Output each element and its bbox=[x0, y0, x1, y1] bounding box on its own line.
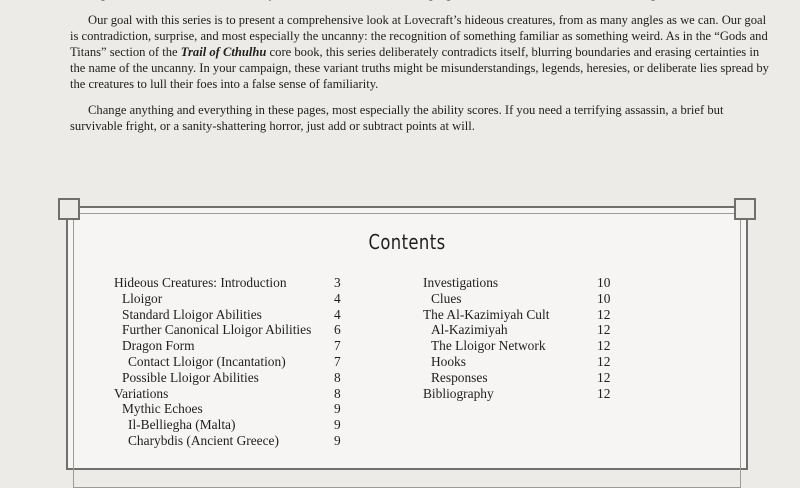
toc-left-column bbox=[114, 275, 354, 449]
toc-entry[interactable] bbox=[423, 307, 613, 323]
toc-entry[interactable] bbox=[114, 386, 354, 402]
toc-entry-label: Il-Belliegha (Malta) bbox=[128, 417, 236, 433]
toc-entry-page: 8 bbox=[334, 369, 341, 385]
toc-entry-page: 4 bbox=[334, 306, 341, 322]
toc-entry-label: Hooks bbox=[431, 353, 466, 369]
toc-entry-page: 9 bbox=[334, 417, 341, 433]
intro-paragraph-1 bbox=[70, 12, 770, 92]
toc-entry-page: 4 bbox=[334, 290, 341, 306]
toc-entry[interactable] bbox=[423, 338, 613, 354]
toc-entry-page: 7 bbox=[334, 338, 341, 354]
corner-ornament-icon bbox=[734, 198, 756, 220]
toc-entry[interactable] bbox=[114, 354, 354, 370]
book-title: Trail of Cthulhu bbox=[180, 45, 267, 59]
toc-entry[interactable] bbox=[114, 401, 354, 417]
toc-entry-label: The Al-Kazimiyah Cult bbox=[423, 306, 550, 322]
toc-entry-label: Dragon Form bbox=[122, 338, 195, 354]
intro-p1-start: Our goal with this series is to present a comprehensive look at Lovecraft’s hideous creatures, from as many angles as we can. Our goal is contradiction, surprise, and most especially the uncanny: the recognition of something familiar as something weird. As in the “Gods and Titans” section of the bbox=[70, 13, 768, 59]
toc-entry[interactable] bbox=[114, 417, 354, 433]
intro-paragraph-2: Change anything and everything in these pages, most especially the ability scores. If you need a terrifying assassin, a brief but survivable fright, or a sanity-shattering horror, just add or subtract points at will. bbox=[70, 103, 724, 133]
corner-ornament-icon bbox=[58, 198, 80, 220]
toc-entry-label: Clues bbox=[431, 290, 462, 306]
toc-entry-label: Al-Kazimiyah bbox=[431, 322, 508, 338]
toc-entry[interactable] bbox=[114, 307, 354, 323]
toc-entry-label: Possible Lloigor Abilities bbox=[122, 369, 259, 385]
toc-entry[interactable] bbox=[423, 291, 613, 307]
toc-entry[interactable] bbox=[114, 322, 354, 338]
toc-entry-label: Charybdis (Ancient Greece) bbox=[128, 432, 279, 448]
toc-entry-label: Lloigor bbox=[122, 290, 163, 306]
toc-entry[interactable] bbox=[114, 433, 354, 449]
toc-entry-label: Hideous Creatures: Introduction bbox=[114, 275, 287, 290]
toc-entry-page: 12 bbox=[597, 306, 611, 322]
toc-entry-label: Contact Lloigor (Incantation) bbox=[128, 353, 286, 369]
toc-entry-page: 12 bbox=[597, 385, 611, 401]
toc-entry-page: 12 bbox=[597, 322, 611, 338]
toc-right-column bbox=[423, 275, 613, 401]
toc-entry-page: 12 bbox=[597, 369, 611, 385]
toc-entry-page: 10 bbox=[597, 275, 611, 290]
toc-entry[interactable] bbox=[423, 370, 613, 386]
toc-entry-page: 9 bbox=[334, 432, 341, 448]
toc-entry[interactable] bbox=[423, 322, 613, 338]
toc-entry-page: 7 bbox=[334, 353, 341, 369]
toc-entry-label: Bibliography bbox=[423, 385, 494, 401]
toc-entry[interactable] bbox=[114, 370, 354, 386]
toc-entry-label: Responses bbox=[431, 369, 488, 385]
toc-entry[interactable] bbox=[423, 386, 613, 402]
toc-entry[interactable] bbox=[114, 338, 354, 354]
contents-box bbox=[66, 206, 748, 470]
intro-paragraph-0 bbox=[70, 0, 770, 2]
toc-entry[interactable] bbox=[423, 354, 613, 370]
toc-entry-page: 9 bbox=[334, 401, 341, 417]
toc-entry[interactable] bbox=[114, 275, 354, 291]
toc-entry-label: Variations bbox=[114, 385, 169, 401]
toc-entry-page: 12 bbox=[597, 338, 611, 354]
contents-title: Contents bbox=[368, 230, 446, 254]
intro-p1-end: core book, this series deliberately contradicts itself, blurring boundaries and erasing certainties in the name of the uncanny. In your campaign, these variant truths might be misunderstandings, legends, heresies, or deliberate lies spread by the creatures to lull their foes into a false sense of familiarity. bbox=[70, 45, 769, 91]
toc-entry-page: 6 bbox=[334, 322, 341, 338]
toc-entry-label: The Lloigor Network bbox=[431, 338, 546, 354]
intro-text bbox=[70, 0, 770, 144]
toc-entry-page: 12 bbox=[597, 353, 611, 369]
toc-entry[interactable] bbox=[114, 291, 354, 307]
toc-entry-page: 3 bbox=[334, 275, 341, 290]
toc-entry-label: Investigations bbox=[423, 275, 499, 290]
toc-entry-label: Mythic Echoes bbox=[122, 401, 203, 417]
toc-entry-label: Standard Lloigor Abilities bbox=[122, 306, 262, 322]
toc-entry-page: 10 bbox=[597, 290, 611, 306]
toc-entry-label: Further Canonical Lloigor Abilities bbox=[122, 322, 312, 338]
toc-entry[interactable] bbox=[423, 275, 613, 291]
toc-entry-page: 8 bbox=[334, 385, 341, 401]
